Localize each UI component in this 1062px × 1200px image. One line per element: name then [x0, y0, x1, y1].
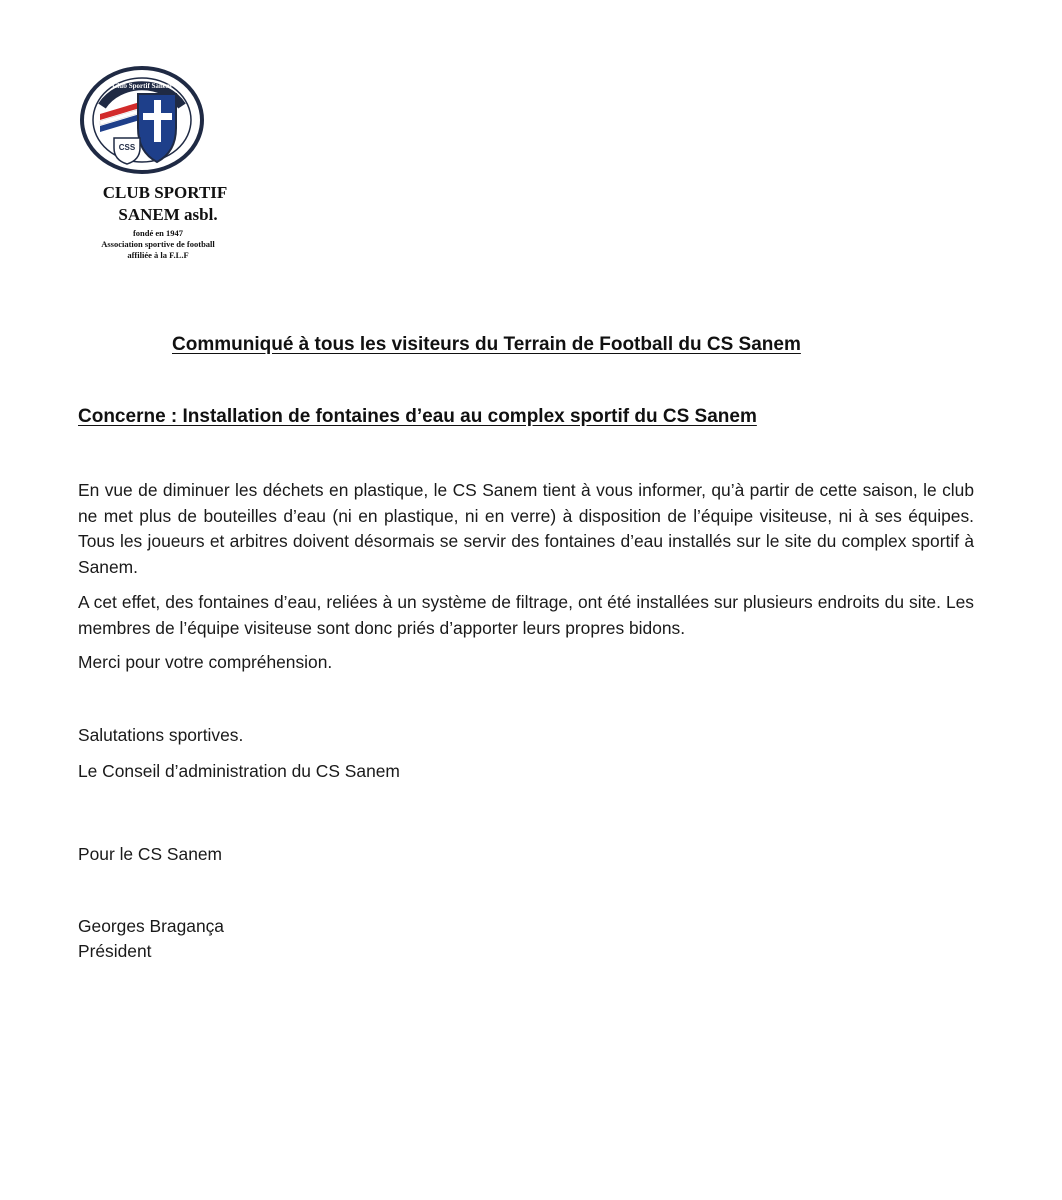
- logo-shield-text: CSS: [118, 143, 136, 152]
- document-title: Communiqué à tous les visiteurs du Terrain de Football du CS Sanem: [172, 334, 801, 355]
- signatory-name: Georges Bragança: [78, 916, 224, 936]
- organization-details: [58, 228, 258, 261]
- closing-council: Le Conseil d’administration du CS Sanem: [78, 761, 400, 781]
- logo-ring-text: Club Sportif Sanem: [112, 82, 172, 90]
- paragraph-3: Merci pour votre compréhension.: [78, 652, 333, 672]
- closing-greeting: Salutations sportives.: [78, 725, 244, 745]
- org-association: Association sportive de football: [101, 239, 215, 249]
- paragraph-1: En vue de diminuer les déchets en plastique, le CS Sanem tient à vous informer, qu’à partir de cette saison, le club ne met plus de bouteilles d’eau (ni en plastique, ni en verre) à disposition de l’équipe visiteuse, ni à ses équipes. Tous les joueurs et arbitres doivent désormais se servir des fontaines d’eau installés sur le site du complex sportif à Sanem.: [78, 480, 974, 577]
- closing-pour: Pour le CS Sanem: [78, 844, 223, 864]
- org-name-line2: SANEM asbl.: [118, 205, 218, 224]
- org-name-line1: CLUB SPORTIF: [102, 183, 228, 202]
- paragraph-2: A cet effet, des fontaines d’eau, reliées à un système de filtrage, ont été installées sur plusieurs endroits du site. Les membres de l’équipe visiteuse sont donc priés d’apporter leurs propres bidons.: [78, 592, 974, 638]
- org-founded: fondé en 1947: [132, 228, 184, 238]
- signatory-title: Président: [78, 941, 152, 961]
- org-affiliation: affiliée à la F.L.F: [127, 250, 189, 260]
- organization-name: [60, 182, 270, 226]
- document-subject: Concerne : Installation de fontaines d’eau au complex sportif du CS Sanem: [78, 406, 757, 427]
- club-logo: [80, 66, 204, 174]
